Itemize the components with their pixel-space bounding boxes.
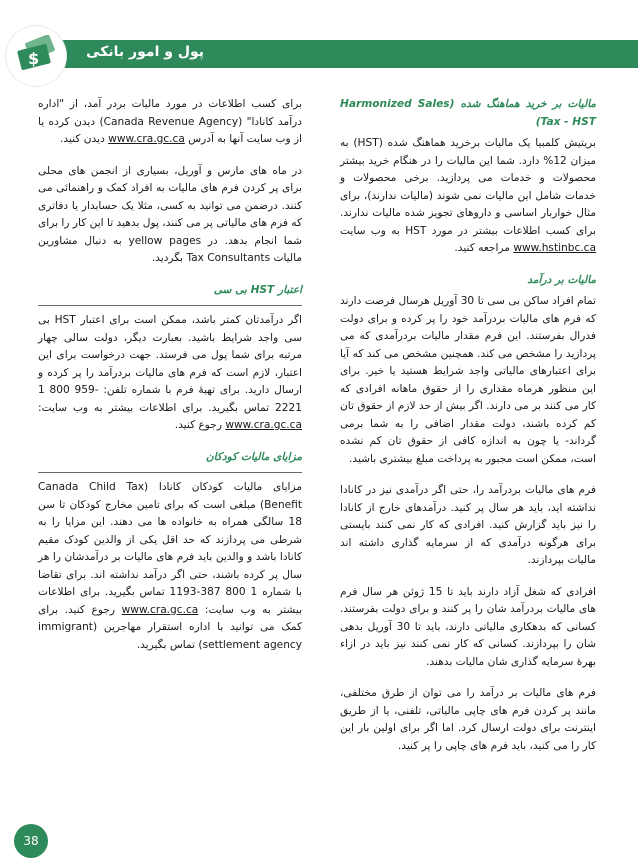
page-header — [0, 26, 638, 70]
chapter-title: پول و امور بانکی — [86, 44, 204, 60]
paragraph: برای کسب اطلاعات در مورد مالیات بردر آمد، از "اداره درآمد کانادا" (Canada Revenue Agency) دیدن کرده یا از وب سایت آنها به آدرس www.cra.gc.ca دیدن کنید. — [38, 98, 302, 145]
section-heading-hst: مالیات بر خرید هماهنگ شده (Harmonized Sales Tax - HST) — [340, 98, 596, 128]
money-icon — [6, 26, 66, 86]
cra-link[interactable]: www.cra.gc.ca — [225, 419, 302, 431]
paragraph: فرم های مالیات بردرآمد را، حتی اگر درآمدی نیز در کانادا نداشته اید، باید هر سال پر کنید. درآمدهای خارج از کانادا را نیز باید گزارش کنید. افرادی که کار نمی کنند بایستی برای هرگونه درآمدی که از سرمایه گذاری داشته اند مالیات بپردازند. — [340, 484, 596, 566]
paragraph: مزایای مالیات کودکان کانادا (Canada Child Tax Benefit) مبلغی است که برای تامین مخارج کودکان تا سن 18 سالگی همراه به خانواده ها می دهند. این مزایا را به شرطی می پردازند که حد اقل یکی از والدین کودک مقیم کانادا باشد و والدین باید فرم های مالیات بر درآمدشان را هر سال پر کرده باشند، حتی اگر درآمد نداشته اند. برای تقاضا با شماره 1 800 387-1193 تماس بگیرید. برای اطلاعات بیشتر به وب سایت: www.cra.gc.ca رجوع کنید. برای کمک می توانید با اداره استقرار مهاجرین (immigrant settlement agency) تماس بگیرید. — [38, 481, 303, 651]
hst-link[interactable]: www.hstinbc.ca — [513, 242, 596, 254]
paragraph: تمام افراد ساکن بی سی تا 30 آوریل هرسال فرصت دارند که فرم های مالیات بردرآمد خود را پر کرده و برای دولت فدرال بفرستند. این فرم مقدار مالیات بردرآمدی که می پردازید را مشخص می کند. همچنین مشخص می کند که آیا برای اعتبارهای مالیاتی واجد شرایط هستید یا خیر. برای این منظور هرماه مقداری را از حقوق ماهانه افرادی که کار می کنند بر می دارند. اگر بیش از حد لازم از حقوق تان کم کرده باشند، دولت مقدار اضافی را به شما برمی گرداند- یا چون به اندازه کافی از حقوق تان کم نشده است، ممکن است مجبور به پرداخت مبلغ بیشتری باشید. — [340, 295, 596, 465]
paragraph: افرادی که شغل آزاد دارند باید تا 15 ژوئن هر سال فرم های مالیات بردرآمد شان را پر کنند و برای دولت بفرستند. کسانی که بدهکاری مالیاتی دارند، باید تا 30 آوریل بدهی شان را بپردازند. کسانی که کار نمی کنند نیز باید در ازاء بهرهٔ سرمایه گذاری شان مالیات بدهند. — [340, 585, 597, 668]
cra-link[interactable]: www.cra.gc.ca — [108, 133, 185, 145]
paragraph: فرم های مالیات بر درآمد را می توان از طرق مختلفی، مانند پر کردن فرم های چاپی مالیاتی، تلفنی، یا از طریق اینترنت برای دولت ارسال کرد. اما اگر برای اولین بار این کار را می کنید، باید فرم های چاپی را پر کنید. — [340, 687, 596, 752]
page-number: 38 — [14, 824, 48, 858]
right-column — [340, 96, 596, 769]
paragraph: اگر درآمدتان کمتر باشد، ممکن است برای اعتبار HST بی سی واجد شرایط باشید. بعبارت دیگر، دولت سالی چهار مرتبه برای شما پول می فرستد. جهت درخواست برای این اعتبار، لازم است که فرم های مالیات بردرآمد را پر کرده و ارسال دارید. برای تهیهٔ فرم با شماره تلفن: 1 800 959-2221 تماس بگیرید. برای اطلاعات بیشتر به وب سایت: www.cra.gc.ca رجوع کنید. — [38, 314, 302, 431]
section-heading-child-tax-benefit: مزایای مالیات کودکان — [38, 449, 302, 474]
paragraph: در ماه های مارس و آوریل، بسیاری از انجمن های محلی برای پر کردن فرم های مالیات به افراد کمک و راهنمائی می کنند. درضمن می توانید به کسی، مثلا یک حسابدار یا دفاتری که فرم های مالیاتی پر می کنند، پول بدهید تا این کار را برای شما انجام بدهد. در yellow pages به دنبال مشاورین مالیات Tax Consultants بگردید. — [38, 164, 302, 264]
section-heading-bc-hst-credit: اعتبار HST بی سی — [38, 282, 302, 307]
left-column — [38, 96, 302, 668]
paragraph: بریتیش کلمبیا یک مالیات برخرید هماهنگ شده (HST) به میزان 12% دارد. شما این مالیات را در هنگام خرید بیشتر محصولات و خدمات می پردازید. برخی محصولات و خدمات شامل این مالیات نمی شوند (مالیات ندارند)، برای مثال خواربار اساسی و داروهای تجویز شده مالیات ندارند. برای کسب اطلاعات بیشتر در مورد HST به وب سایت www.hstinbc.ca مراجعه کنید. — [340, 137, 596, 254]
section-heading-income-tax: مالیات بر درآمد — [527, 273, 596, 286]
cra-link[interactable]: www.cra.gc.ca — [121, 603, 199, 616]
svg-text:$: $ — [28, 49, 40, 68]
phone-number: 1 800 959-2221 — [38, 384, 302, 414]
